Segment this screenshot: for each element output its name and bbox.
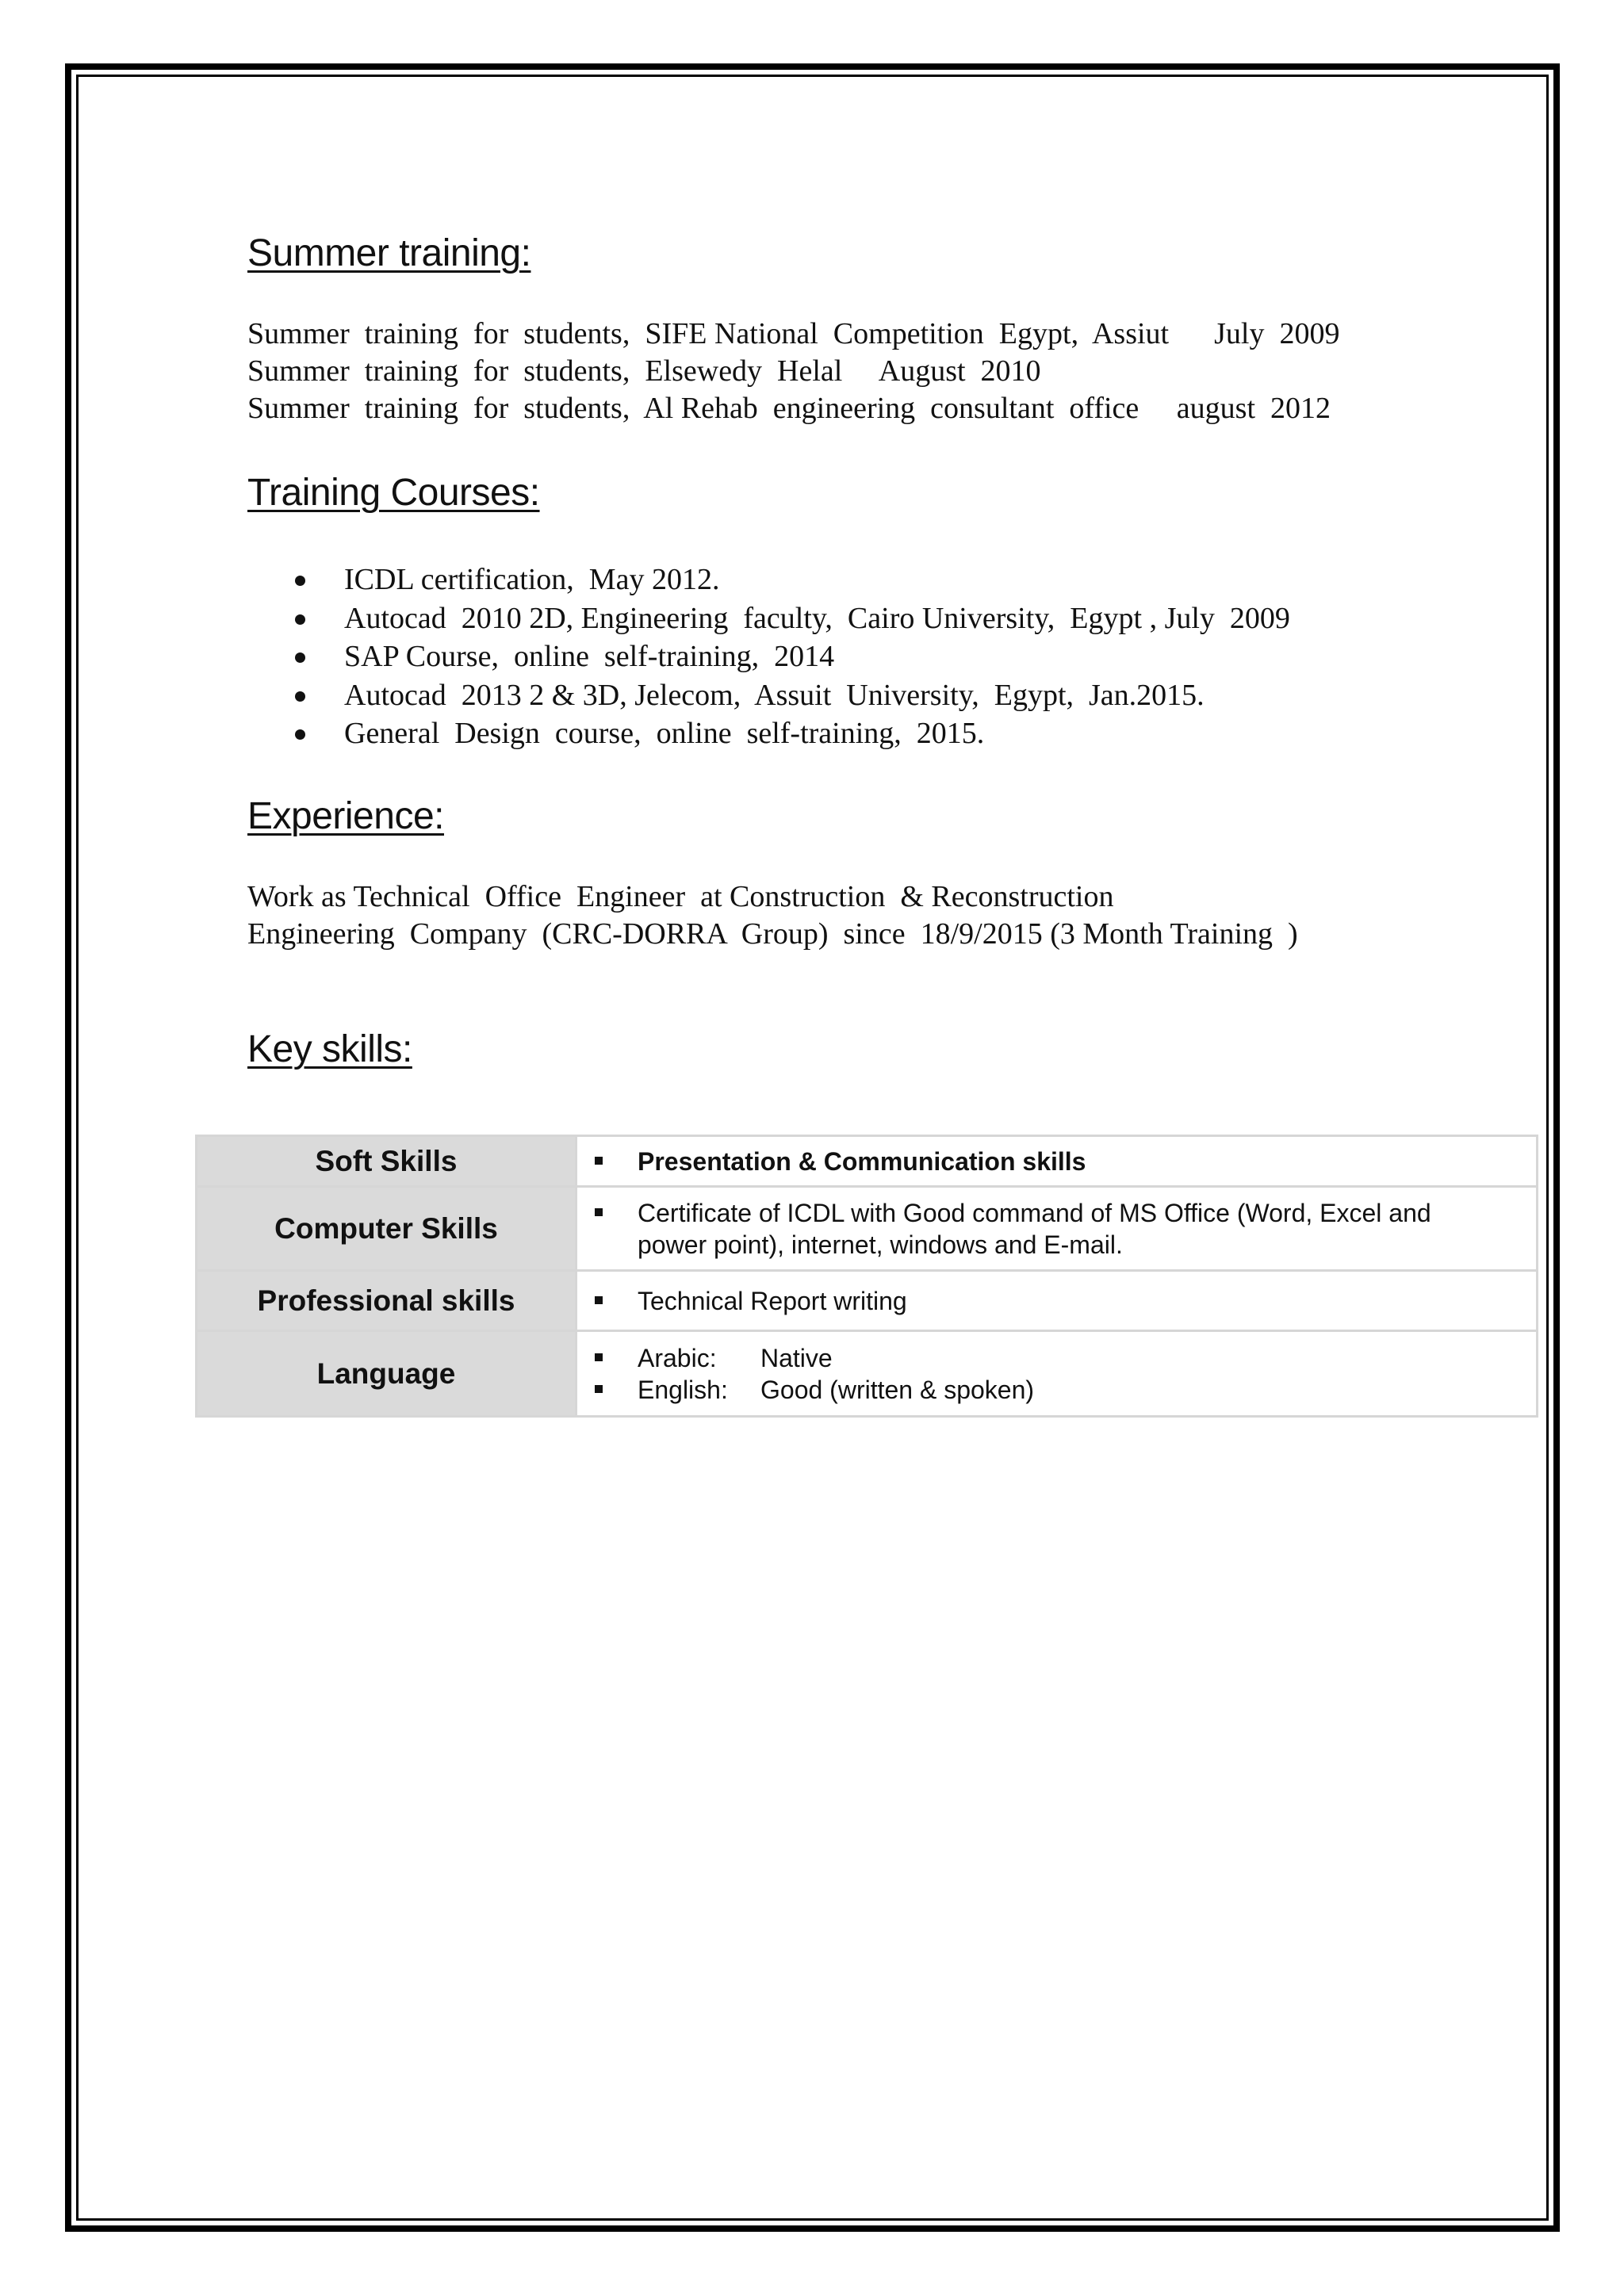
list-item xyxy=(577,1285,1496,1317)
list-item xyxy=(577,1374,1496,1406)
square-bullet-icon xyxy=(595,1353,603,1361)
experience-heading: Experience: xyxy=(247,795,444,837)
table-row xyxy=(197,1136,1538,1187)
list-item xyxy=(247,676,1290,715)
key-skills-table xyxy=(195,1135,1538,1418)
course-text: General Design course, online self-training, 2015. xyxy=(344,717,985,750)
course-text: SAP Course, online self-training, 2014 xyxy=(344,640,835,673)
list-item xyxy=(577,1146,1496,1177)
square-bullet-icon xyxy=(595,1385,603,1393)
language-level: Good (written & spoken) xyxy=(760,1375,1035,1404)
skill-category: Soft Skills xyxy=(197,1136,576,1187)
course-text: Autocad 2013 2 & 3D, Jelecom, Assuit University, Egypt, Jan.2015. xyxy=(344,678,1205,712)
language-name: English: xyxy=(638,1375,728,1404)
list-item xyxy=(247,599,1290,638)
summer-training-line: Summer training for students, SIFE National Competition Egypt, Assiut July 2009 xyxy=(247,317,1340,350)
skill-category: Professional skills xyxy=(197,1271,576,1331)
list-item xyxy=(577,1342,1496,1374)
course-text: Autocad 2010 2D, Engineering faculty, Cairo University, Egypt , July 2009 xyxy=(344,601,1290,635)
experience-line: Engineering Company (CRC-DORRA Group) since 18/9/2015 (3 Month Training ) xyxy=(247,917,1298,951)
skill-category: Language xyxy=(197,1331,576,1417)
skill-values xyxy=(576,1187,1538,1271)
square-bullet-icon xyxy=(595,1296,603,1304)
square-bullet-icon xyxy=(595,1208,603,1216)
skill-values xyxy=(576,1331,1538,1417)
summer-training-line: Summer training for students, Al Rehab engineering consultant office august 2012 xyxy=(247,392,1331,425)
table-row xyxy=(197,1271,1538,1331)
bullet-icon xyxy=(295,729,305,740)
list-item xyxy=(247,637,1290,676)
bullet-icon xyxy=(295,614,305,625)
bullet-icon xyxy=(295,576,305,586)
table-row xyxy=(197,1187,1538,1271)
key-skills-heading: Key skills: xyxy=(247,1028,412,1070)
square-bullet-icon xyxy=(595,1157,603,1165)
skill-values xyxy=(576,1271,1538,1331)
summer-training-heading: Summer training: xyxy=(247,232,531,274)
training-courses-heading: Training Courses: xyxy=(247,472,540,514)
course-text: ICDL certification, May 2012. xyxy=(344,563,720,596)
summer-training-line: Summer training for students, Elsewedy Helal August 2010 xyxy=(247,354,1041,388)
skill-text: Presentation & Communication skills xyxy=(638,1146,1086,1176)
bullet-icon xyxy=(295,691,305,702)
bullet-icon xyxy=(295,652,305,663)
list-item xyxy=(247,561,1290,599)
language-level: Native xyxy=(760,1343,833,1372)
skill-values xyxy=(576,1136,1538,1187)
list-item xyxy=(247,714,1290,753)
language-name: Arabic: xyxy=(638,1343,717,1372)
table-row xyxy=(197,1331,1538,1417)
skill-text: Technical Report writing xyxy=(638,1286,907,1315)
experience-line: Work as Technical Office Engineer at Construction & Reconstruction xyxy=(247,880,1114,913)
skill-category: Computer Skills xyxy=(197,1187,576,1271)
list-item xyxy=(577,1197,1496,1261)
training-courses-list xyxy=(247,561,1290,753)
skill-text: Certificate of ICDL with Good command of MS Office (Word, Excel and power point), internet, windows and E-mail. xyxy=(638,1198,1431,1259)
